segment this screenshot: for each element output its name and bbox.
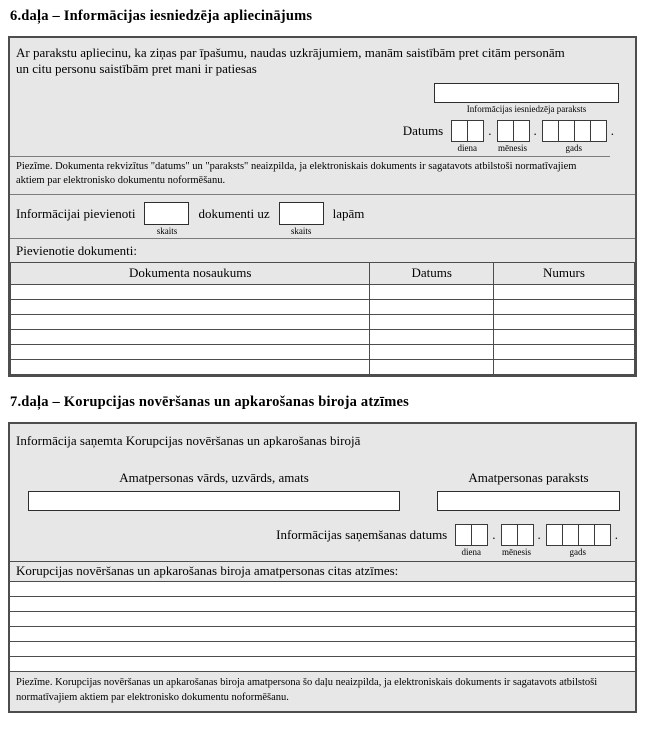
document-number-cell[interactable] <box>493 359 634 374</box>
date-label: Datums <box>402 122 444 138</box>
date-year-group <box>542 120 606 153</box>
document-name-cell[interactable] <box>11 299 370 314</box>
section7-box <box>8 422 637 713</box>
date-month-label: mēnesis <box>498 142 527 153</box>
date-day-cell[interactable] <box>467 120 484 142</box>
notes-blank-line[interactable] <box>10 657 635 672</box>
pages-count-label: skaits <box>290 225 312 236</box>
date-month-group <box>497 120 529 153</box>
official-labels-row <box>10 470 635 486</box>
table-row <box>11 284 635 299</box>
section7-date-row <box>10 524 635 557</box>
date-month-cell[interactable] <box>501 524 518 546</box>
document-name-cell[interactable] <box>11 329 370 344</box>
document-date-cell[interactable] <box>370 344 494 359</box>
document-date-cell[interactable] <box>370 359 494 374</box>
notes-blank-line[interactable] <box>10 597 635 612</box>
date-separator: . <box>492 526 496 542</box>
date-day-group <box>455 524 487 557</box>
date-year-cell[interactable] <box>542 120 559 142</box>
date-year-cell[interactable] <box>562 524 579 546</box>
submitter-signature-input[interactable] <box>434 83 619 103</box>
attached-documents-label: Pievienotie dokumenti: <box>10 238 635 262</box>
column-header-number: Numurs <box>493 262 634 284</box>
date-year-label: gads <box>569 546 586 557</box>
document-number-cell[interactable] <box>493 329 634 344</box>
attached-documents-table <box>10 262 635 375</box>
document-name-cell[interactable] <box>11 344 370 359</box>
notes-blank-line[interactable] <box>10 612 635 627</box>
attachments-prefix: Informācijai pievienoti <box>16 205 136 221</box>
document-number-cell[interactable] <box>493 314 634 329</box>
date-separator: . <box>537 526 541 542</box>
date-year-cell[interactable] <box>590 120 607 142</box>
date-separator: . <box>610 122 614 138</box>
date-month-cell[interactable] <box>497 120 514 142</box>
attachments-row <box>10 194 635 238</box>
documents-count-input[interactable] <box>144 202 189 225</box>
date-year-cell[interactable] <box>546 524 563 546</box>
attachments-middle: dokumenti uz <box>198 205 270 221</box>
date-year-cell[interactable] <box>574 120 591 142</box>
document-date-cell[interactable] <box>370 284 494 299</box>
section6-note: Piezīme. Dokumenta rekvizītus "datums" un "paraksts" neaizpilda, ja elektroniskais dokuments ir sagatavots atbilstoši normatīvajiem aktiem par elektronisko dokumentu noformēšanu. <box>10 156 610 194</box>
official-signature-label: Amatpersonas paraksts <box>468 469 589 485</box>
date-year-label: gads <box>565 142 582 153</box>
declaration-statement: Ar parakstu apliecinu, ka ziņas par īpašumu, naudas uzkrājumiem, manām saistībām pret citām personām un citu personu saistībām pret mani ir patiesas <box>16 45 565 77</box>
date-day-cell[interactable] <box>471 524 488 546</box>
notes-blank-line[interactable] <box>10 642 635 657</box>
table-header-row <box>11 262 635 284</box>
section6-heading: 6.daļa – Informācijas iesniedzēja apliecinājums <box>10 8 313 24</box>
column-header-date: Datums <box>370 262 494 284</box>
table-row <box>11 329 635 344</box>
pages-count-block <box>279 202 324 236</box>
section7-note: Piezīme. Korupcijas novēršanas un apkarošanas biroja amatpersona šo daļu neaizpilda, ja elektroniskais dokuments ir sagatavots atbilstoši normatīvajiem aktiem par elektronisko dokumentu noformēšanu. <box>16 676 598 703</box>
document-name-cell[interactable] <box>11 284 370 299</box>
document-date-cell[interactable] <box>370 299 494 314</box>
official-inputs-row <box>10 491 635 511</box>
notes-blank-line[interactable] <box>10 627 635 642</box>
date-separator: . <box>488 122 492 138</box>
table-row <box>11 359 635 374</box>
documents-count-block <box>144 202 189 236</box>
table-row <box>11 299 635 314</box>
date-year-cell[interactable] <box>558 120 575 142</box>
document-name-cell[interactable] <box>11 314 370 329</box>
date-separator: . <box>533 122 537 138</box>
official-signature-input[interactable] <box>437 491 620 511</box>
received-date-label: Informācijas saņemšanas datums <box>276 526 448 542</box>
table-row <box>11 314 635 329</box>
documents-count-label: skaits <box>156 225 178 236</box>
official-name-label: Amatpersonas vārds, uzvārds, amats <box>119 469 309 485</box>
date-separator: . <box>614 526 618 542</box>
date-day-label: diena <box>457 142 477 153</box>
received-label: Informācija saņemta Korupcijas novēršanas un apkarošanas birojā <box>16 432 361 448</box>
section6-date-row <box>10 120 635 153</box>
date-month-cell[interactable] <box>513 120 530 142</box>
document-name-cell[interactable] <box>11 359 370 374</box>
date-day-cell[interactable] <box>451 120 468 142</box>
notes-blank-line[interactable] <box>10 582 635 597</box>
other-notes-label: Korupcijas novēršanas un apkarošanas biroja amatpersonas citas atzīmes: <box>10 561 635 582</box>
date-year-cell[interactable] <box>578 524 595 546</box>
attachments-suffix: lapām <box>332 205 365 221</box>
document-number-cell[interactable] <box>493 299 634 314</box>
date-day-cell[interactable] <box>455 524 472 546</box>
date-day-group <box>451 120 483 153</box>
date-year-group <box>546 524 610 557</box>
submitter-signature-label: Informācijas iesniedzēja paraksts <box>466 103 587 114</box>
pages-count-input[interactable] <box>279 202 324 225</box>
date-month-label: mēnesis <box>502 546 531 557</box>
section6-box <box>8 36 637 377</box>
submitter-signature-block <box>434 83 619 114</box>
table-row <box>11 344 635 359</box>
section7-heading: 7.daļa – Korupcijas novēršanas un apkarošanas biroja atzīmes <box>10 393 409 410</box>
document-date-cell[interactable] <box>370 314 494 329</box>
date-year-cell[interactable] <box>594 524 611 546</box>
date-month-cell[interactable] <box>517 524 534 546</box>
official-name-input[interactable] <box>28 491 400 511</box>
date-day-label: diena <box>461 546 481 557</box>
document-number-cell[interactable] <box>493 284 634 299</box>
document-date-cell[interactable] <box>370 329 494 344</box>
date-month-group <box>501 524 533 557</box>
column-header-document-name: Dokumenta nosaukums <box>11 262 370 284</box>
document-number-cell[interactable] <box>493 344 634 359</box>
